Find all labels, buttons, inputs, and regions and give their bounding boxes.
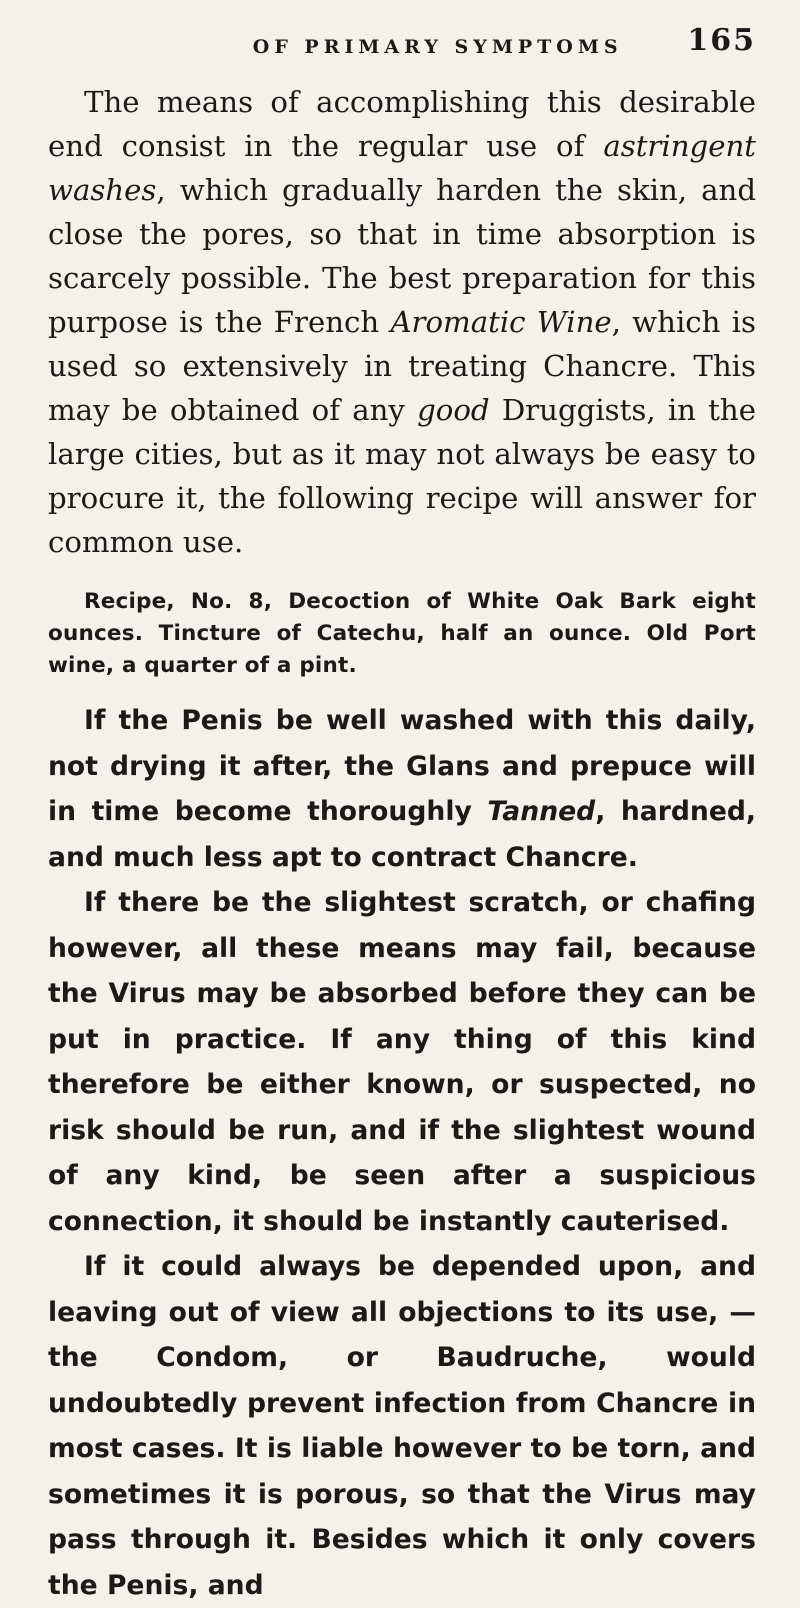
main-section — [48, 698, 756, 1608]
text-run: The means of accomplishing this desirable end consist in the regular use of — [48, 85, 756, 163]
italic-run: astringent washes — [48, 129, 756, 207]
running-head-title: OF PRIMARY SYMPTOMS — [252, 36, 623, 58]
paragraph-tanned — [48, 698, 756, 880]
paragraph-scratch: If there be the slightest scratch, or chafing however, all these means may fail, because the Virus may be absorbed before they can be put in practice. If any thing of this kind therefore be either known, or suspected, no risk should be run, and if the slightest wound of any kind, be seen after a suspicious connection, it should be instantly cauterised. — [48, 887, 756, 1237]
page-number: 165 — [687, 23, 756, 58]
text-run: , hardned, and much less apt to contract Chancre. — [48, 796, 756, 873]
text-run: If the Penis be well washed with this daily, not drying it after, the Glans and prepuce will in time become thoroughly — [48, 705, 756, 827]
paragraph-condom: If it could always be depended upon, and leaving out of view all objections to its use, —the Condom, or Baudruche, would undoubtedly prevent infection from Chancre in most cases. It is liable however to be torn, and sometimes it is porous, so that the Virus may pass through it. Besides which it only covers the Penis, and — [48, 1251, 756, 1601]
recipe-section — [48, 586, 756, 682]
recipe-paragraph: Recipe, No. 8, Decoction of White Oak Bark eight ounces. Tincture of Catechu, half an ounce. Old Port wine, a quarter of a pint. — [48, 589, 756, 678]
italic-run: good — [417, 393, 490, 427]
text-run: , which is used so extensively in treating Chancre. This may be obtained of any — [48, 305, 756, 427]
italic-run: Tanned — [487, 796, 596, 827]
paragraph-astringent-washes — [48, 80, 756, 564]
text-run: , which gradually harden the skin, and close the pores, so that in time absorption is scarcely possible. The best preparation for this purpose is the French — [48, 173, 756, 339]
running-head — [48, 0, 756, 58]
italic-run: Aromatic Wine — [390, 305, 612, 339]
intro-section — [48, 80, 756, 564]
text-run: Druggists, in the large cities, but as it may not always be easy to procure it, the following recipe will answer for common use. — [48, 393, 756, 559]
